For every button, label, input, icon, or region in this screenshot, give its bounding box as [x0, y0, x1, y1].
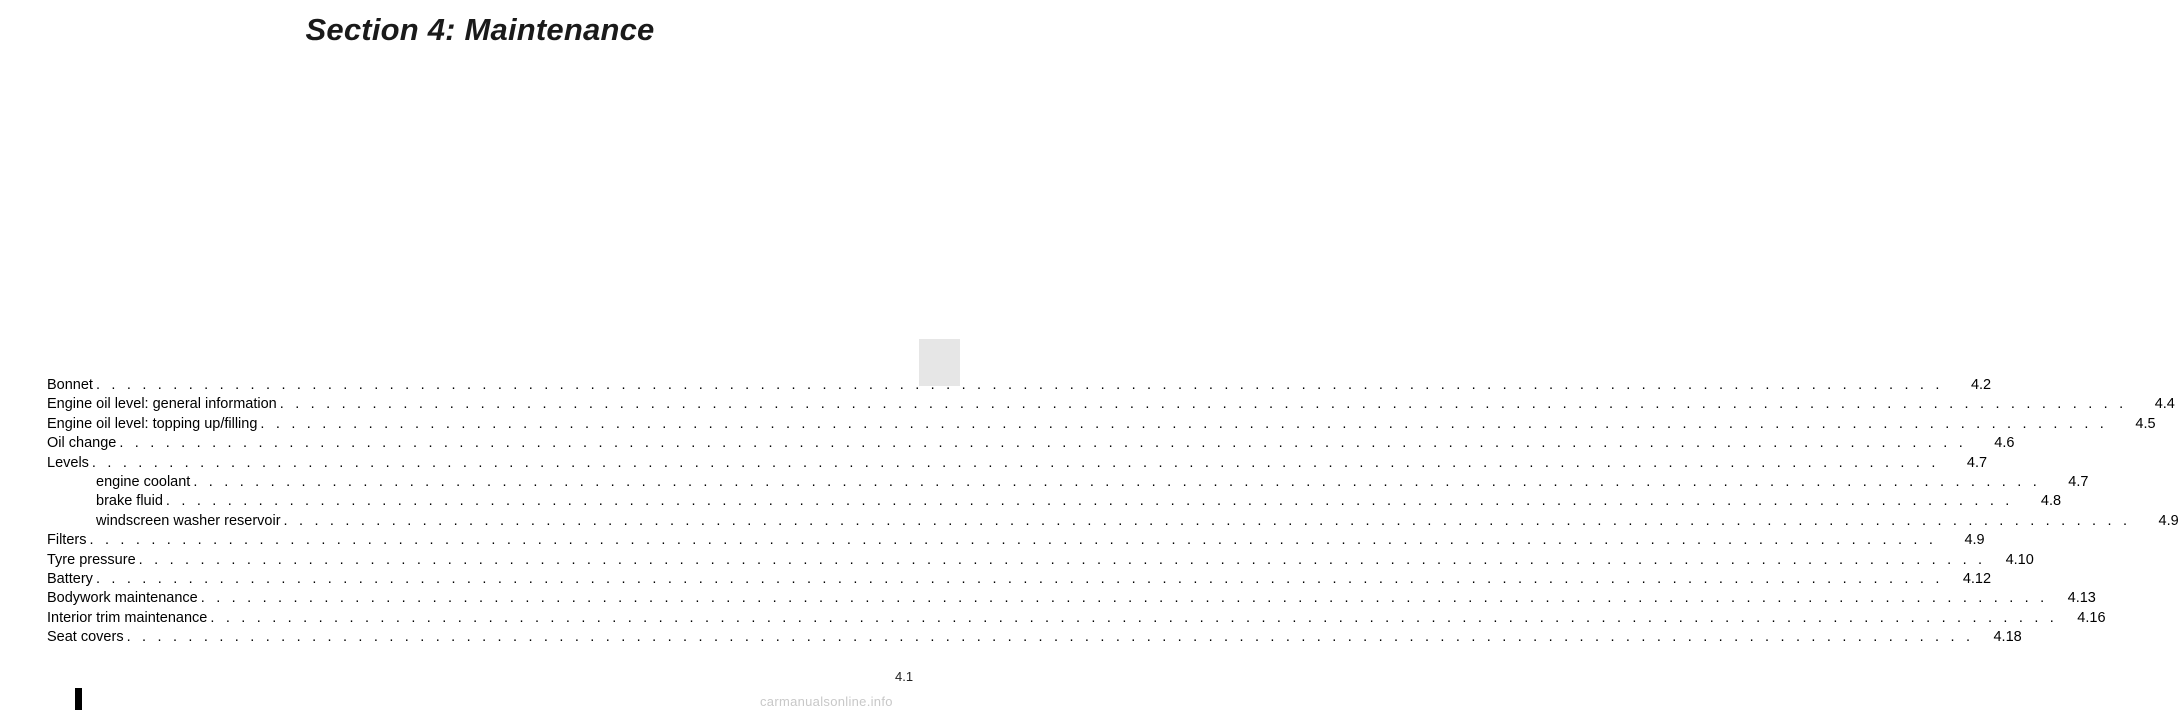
- toc-entry[interactable]: [47, 454, 1988, 473]
- toc-entry-label: Tyre pressure: [47, 551, 136, 568]
- toc-entry-label: Oil change: [47, 435, 117, 452]
- toc-entry-page: 4.13: [2067, 590, 2096, 607]
- dot-leader: . . . . . . . . . . . . . . . . . . . . . . . . . . . . . . . . . . . . . . . . . . . . . . . . . . . . . . . . . . . . . . . . . . . . . . . . . . . . . . . . . . . . . . . . . . . . . . . . . . . . . . . . . . . . . . . . . . . . . . . .: [119, 435, 1967, 452]
- toc-entry-page: 4.5: [2135, 415, 2156, 432]
- toc-entry[interactable]: [47, 512, 2179, 531]
- toc-entry-page: 4.4: [2154, 396, 2175, 413]
- dot-leader: . . . . . . . . . . . . . . . . . . . . . . . . . . . . . . . . . . . . . . . . . . . . . . . . . . . . . . . . . . . . . . . . . . . . . . . . . . . . . . . . . . . . . . . . . . . . . . . . . . . . . . . . . . . . . . . . . . . . . . . .: [95, 377, 1944, 393]
- toc-entry-page: 4.9: [1964, 532, 1985, 549]
- toc-entry[interactable]: [47, 531, 1985, 550]
- dot-leader: . . . . . . . . . . . . . . . . . . . . . . . . . . . . . . . . . . . . . . . . . . . . . . . . . . . . . . . . . . . . . . . . . . . . . . . . . . . . . . . . . . . . . . . . . . . . . . . . . . . . . . . . . . . . . . . . . . . . . . . .: [165, 493, 2014, 510]
- toc-entry[interactable]: [47, 628, 2022, 647]
- toc-entry[interactable]: [47, 434, 2015, 453]
- toc-entry-page: 4.2: [1970, 377, 1992, 393]
- dot-leader: . . . . . . . . . . . . . . . . . . . . . . . . . . . . . . . . . . . . . . . . . . . . . . . . . . . . . . . . . . . . . . . . . . . . . . . . . . . . . . . . . . . . . . . . . . . . . . . . . . . . . . . . . . . . . . . . . . . . . . . .: [283, 512, 2131, 529]
- crop-mark: [75, 688, 82, 710]
- dot-leader: . . . . . . . . . . . . . . . . . . . . . . . . . . . . . . . . . . . . . . . . . . . . . . . . . . . . . . . . . . . . . . . . . . . . . . . . . . . . . . . . . . . . . . . . . . . . . . . . . . . . . . . . . . . . . . . . . . . . . . . .: [200, 590, 2048, 607]
- toc-entry-label: Bonnet: [47, 377, 93, 393]
- toc-entry[interactable]: [47, 376, 1992, 395]
- watermark: carmanualsonline.info: [760, 694, 893, 709]
- toc-entry-page: 4.10: [2005, 551, 2034, 568]
- dot-leader: . . . . . . . . . . . . . . . . . . . . . . . . . . . . . . . . . . . . . . . . . . . . . . . . . . . . . . . . . . . . . . . . . . . . . . . . . . . . . . . . . . . . . . . . . . . . . . . . . . . . . . . . . . . . . . . . . . . . . . . .: [138, 551, 1986, 568]
- toc-entry-label: Bodywork maintenance: [47, 590, 198, 607]
- toc-entry[interactable]: [47, 415, 2156, 434]
- toc-entry-page: 4.8: [2040, 493, 2062, 510]
- toc-entry-page: 4.7: [1966, 454, 1988, 471]
- toc-entry-page: 4.16: [2077, 609, 2106, 626]
- toc-entry-page: 4.18: [1993, 629, 2022, 646]
- toc-entry-label: Battery: [47, 571, 93, 588]
- dot-leader: . . . . . . . . . . . . . . . . . . . . . . . . . . . . . . . . . . . . . . . . . . . . . . . . . . . . . . . . . . . . . . . . . . . . . . . . . . . . . . . . . . . . . . . . . . . . . . . . . . . . . . . . . . . . . . . . . . . . . . . .: [193, 474, 2041, 491]
- dot-leader: . . . . . . . . . . . . . . . . . . . . . . . . . . . . . . . . . . . . . . . . . . . . . . . . . . . . . . . . . . . . . . . . . . . . . . . . . . . . . . . . . . . . . . . . . . . . . . . . . . . . . . . . . . . . . . . . . . . . . . . .: [126, 629, 1974, 646]
- toc-entry[interactable]: [47, 589, 2096, 608]
- toc-entry-label: Engine oil level: general information: [47, 396, 277, 413]
- toc-entry[interactable]: [47, 551, 2034, 570]
- dot-leader: . . . . . . . . . . . . . . . . . . . . . . . . . . . . . . . . . . . . . . . . . . . . . . . . . . . . . . . . . . . . . . . . . . . . . . . . . . . . . . . . . . . . . . . . . . . . . . . . . . . . . . . . . . . . . . . . . . . . . . . .: [260, 415, 2108, 432]
- toc-entry-label: engine coolant: [96, 474, 191, 491]
- toc-entry[interactable]: [47, 473, 2089, 492]
- toc-entry-label: Levels: [47, 454, 89, 471]
- toc-entry[interactable]: [47, 609, 2106, 628]
- toc-entry-label: Seat covers: [47, 629, 124, 646]
- dot-leader: . . . . . . . . . . . . . . . . . . . . . . . . . . . . . . . . . . . . . . . . . . . . . . . . . . . . . . . . . . . . . . . . . . . . . . . . . . . . . . . . . . . . . . . . . . . . . . . . . . . . . . . . . . . . . . . . . . . . . . . .: [279, 396, 2127, 413]
- toc-entry-label: Interior trim maintenance: [47, 609, 208, 626]
- toc-entry-label: Engine oil level: topping up/filling: [47, 415, 258, 432]
- toc-entry-label: windscreen washer reservoir: [96, 512, 281, 529]
- dot-leader: . . . . . . . . . . . . . . . . . . . . . . . . . . . . . . . . . . . . . . . . . . . . . . . . . . . . . . . . . . . . . . . . . . . . . . . . . . . . . . . . . . . . . . . . . . . . . . . . . . . . . . . . . . . . . . . . . . . . . . . .: [91, 454, 1940, 471]
- toc-entry[interactable]: [47, 395, 2175, 414]
- dot-leader: . . . . . . . . . . . . . . . . . . . . . . . . . . . . . . . . . . . . . . . . . . . . . . . . . . . . . . . . . . . . . . . . . . . . . . . . . . . . . . . . . . . . . . . . . . . . . . . . . . . . . . . . . . . . . . . . . . . . . . . .: [89, 532, 1937, 549]
- table-of-contents: [47, 376, 2179, 648]
- dot-leader: . . . . . . . . . . . . . . . . . . . . . . . . . . . . . . . . . . . . . . . . . . . . . . . . . . . . . . . . . . . . . . . . . . . . . . . . . . . . . . . . . . . . . . . . . . . . . . . . . . . . . . . . . . . . . . . . . . . . . . . .: [210, 609, 2058, 626]
- toc-entry-page: 4.9: [2158, 512, 2179, 529]
- toc-entry[interactable]: [47, 492, 2062, 511]
- toc-entry-label: Filters: [47, 532, 87, 549]
- page-number: 4.1: [895, 669, 914, 684]
- toc-entry-page: 4.7: [2068, 474, 2089, 491]
- toc-entry[interactable]: [47, 570, 1992, 589]
- toc-entry-page: 4.6: [1994, 435, 2015, 452]
- dot-leader: . . . . . . . . . . . . . . . . . . . . . . . . . . . . . . . . . . . . . . . . . . . . . . . . . . . . . . . . . . . . . . . . . . . . . . . . . . . . . . . . . . . . . . . . . . . . . . . . . . . . . . . . . . . . . . . . . . . . . . . .: [95, 571, 1944, 588]
- toc-entry-page: 4.12: [1962, 571, 1992, 588]
- toc-entry-label: brake fluid: [96, 493, 163, 510]
- page-title: Section 4: Maintenance: [305, 12, 655, 47]
